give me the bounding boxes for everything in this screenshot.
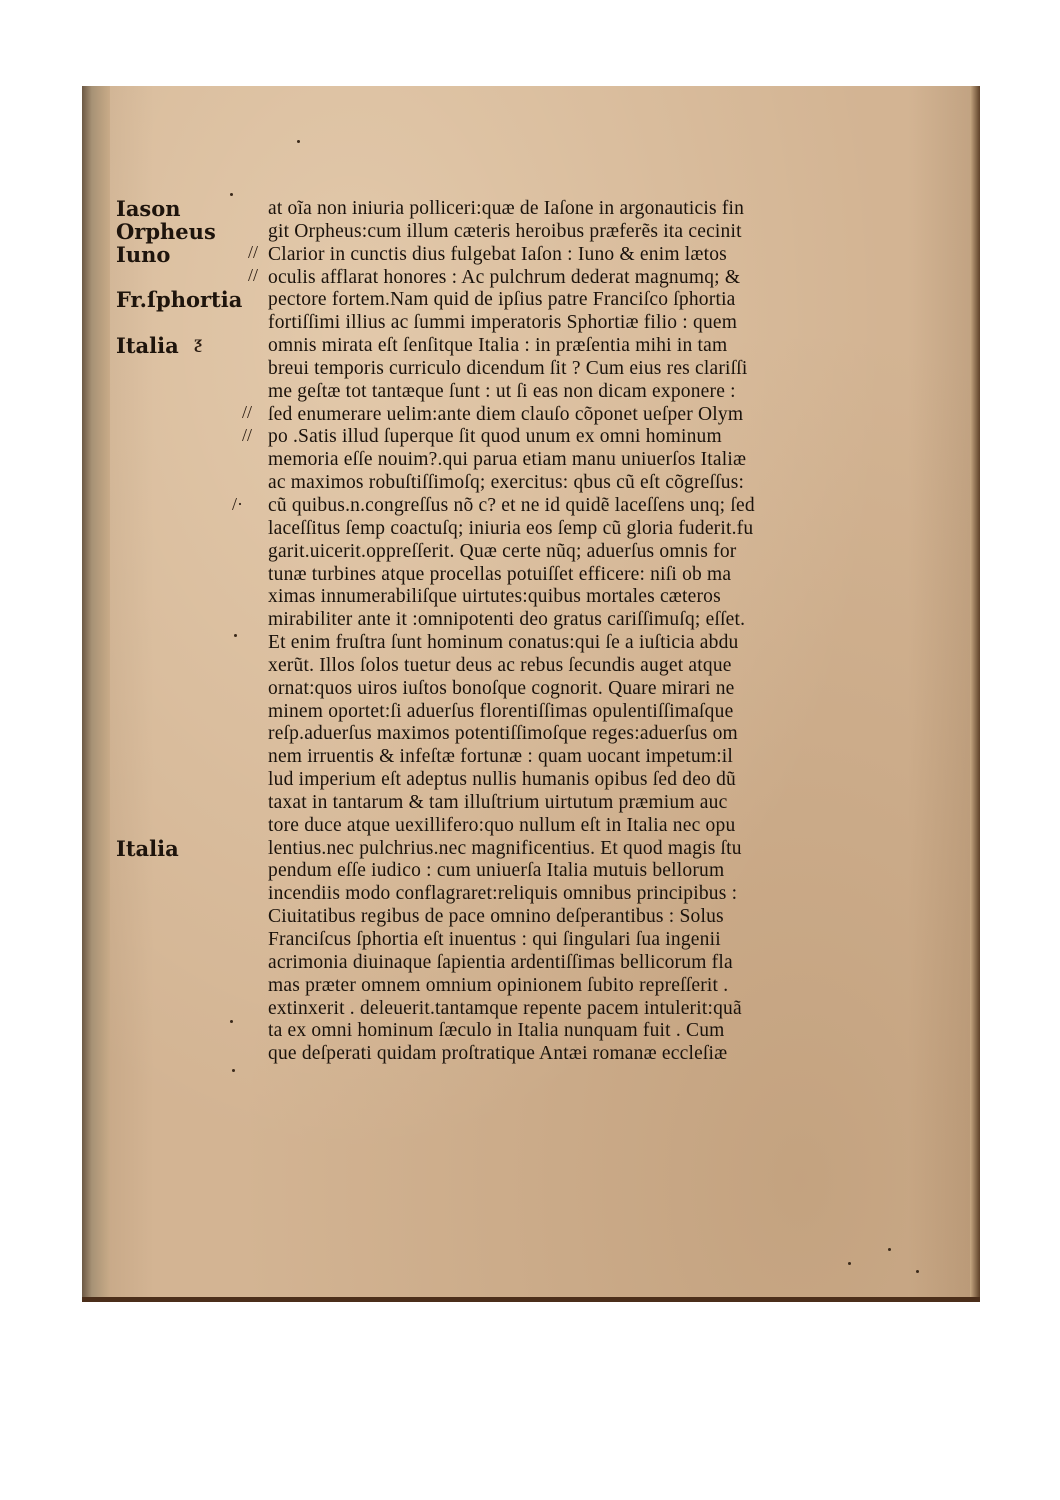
text-line: taxat in tantarum & tam illuſtrium uirtutum præmium auc [268, 791, 728, 813]
text-line: omnis mirata eſt ſenſitque Italia : in præſentia mihi in tam [268, 335, 728, 357]
text-line: po .Satis illud ſuperque ſit quod unum ex omni hominum [268, 426, 722, 448]
text-line: breui temporis curriculo dicendum ſit ? Cum eius res clariſſi [268, 357, 748, 379]
margin-note: Orpheus [116, 218, 216, 244]
annotation-mark: // [242, 402, 253, 422]
text-line: nem irruentis & infeſtæ fortunæ : quam uocant impetum:il [268, 746, 734, 768]
ink-speck [848, 1262, 851, 1265]
text-line: xerũt. Illos ſolos tuetur deus ac rebus ſecundis auget atque [268, 654, 732, 676]
margin-note: Iason [116, 196, 181, 221]
margin-note: Italia [116, 333, 179, 359]
text-line: ornat:quos uiros iuſtos bonoſque cognorit. Quare mirari ne [268, 677, 735, 699]
text-line: tunæ turbines atque procellas potuiſſet efficere: niſi ob ma [268, 563, 732, 585]
ink-speck [297, 140, 300, 143]
text-line: lentius.nec pulchrius.nec magnificentius. Et quod magis ſtu [268, 837, 742, 859]
text-line: reſp.aduerſus maximos potentiſſimoſque reges:aduerſus om [268, 723, 738, 745]
text-line: ac maximos robuſtiſſimoſq; exercitus: qbus cũ eſt cõgreſſus: [268, 472, 745, 494]
ink-speck [234, 634, 237, 637]
text-line: cũ quibus.n.congreſſus nõ c? et ne id quidẽ laceſſens unq; ſed [268, 494, 755, 516]
text-line: fortiſſimi illius ac ſummi imperatoris Sphortiæ filio : quem [268, 312, 738, 334]
annotation-mark: // [248, 265, 259, 285]
text-line: mirabiliter ante it :omnipotenti deo gratus cariſſimuſq; eſſet. [268, 609, 746, 631]
text-line: git Orpheus:cum illum cæteris heroibus præferẽs ita cecinit [268, 220, 742, 242]
text-line: mas præter omnem omnium opinionem ſubito repreſſerit . [268, 974, 729, 996]
annotation-mark: // [248, 242, 259, 262]
text-line: ximas innumerabiliſque uirtutes:quibus mortales cæteros [268, 586, 721, 608]
binding-gutter [82, 86, 110, 1302]
text-line: minem oportet:ſi aduerſus florentiſſimas opulentiſſimaſque [268, 700, 734, 722]
ink-speck [230, 1020, 233, 1023]
page-edge [970, 86, 980, 1302]
text-line: extinxerit . deleuerit.tantamque repente pacem intulerit:quã [268, 997, 742, 1019]
scanned-page [82, 86, 980, 1302]
annotation-mark: /· [232, 494, 243, 514]
page-bottom-edge [82, 1297, 980, 1302]
text-line: pendum eſſe iudico : cum uniuerſa Italia mutuis bellorum [268, 860, 725, 882]
annotation-mark: // [242, 425, 253, 445]
text-line: laceſſitus ſemp coactuſq; iniuria eos ſemp cũ gloria fuderit.fu [268, 517, 754, 539]
text-line: Ciuitatibus regibus de pace omnino deſperantibus : Solus [268, 906, 724, 928]
margin-note: Italia [116, 835, 179, 861]
main-text-block [268, 198, 878, 1066]
text-line: oculis afflarat honores : Ac pulchrum dederat magnumq; & [268, 266, 741, 288]
text-line: pectore fortem.Nam quid de ipſius patre Franciſco ſphortia [268, 289, 736, 311]
text-line: lud imperium eſt adeptus nullis humanis opibus ſed deo dũ [268, 769, 736, 791]
text-line: que deſperati quidam proſtratique Antæi romanæ eccleſiæ [268, 1043, 728, 1065]
text-line: tore duce atque uexillifero:quo nullum eſt in Italia nec opu [268, 814, 736, 836]
ink-speck [916, 1270, 919, 1273]
text-line: ſed enumerare uelim:ante diem clauſo cõponet ueſper Olym [268, 403, 744, 425]
text-line: Clarior in cunctis dius fulgebat Iaſon : Iuno & enim lætos [268, 243, 727, 265]
annotation-mark: ƺ [194, 332, 203, 352]
ink-speck [888, 1248, 891, 1251]
text-line: incendiis modo conflagraret:reliquis omnibus principibus : [268, 883, 738, 905]
text-line: me geſtæ tot tantæque ſunt : ut ſi eas non dicam exponere : [268, 380, 736, 402]
text-line: Franciſcus ſphortia eſt inuentus : qui ſingulari ſua ingenii [268, 929, 721, 950]
text-line: ta ex omni hominum ſæculo in Italia nunquam fuit . Cum [268, 1020, 725, 1042]
text-line: memoria eſſe nouim?.qui parua etiam manu uniuerſos Italiæ [268, 449, 747, 471]
margin-note: Iuno [116, 241, 171, 267]
text-line: acrimonia diuinaque ſapientia ardentiſſimas bellicorum fla [268, 951, 733, 973]
text-line: at oĩa non iniuria polliceri:quæ de Iaſone in argonauticis fin [268, 198, 745, 219]
ink-speck [230, 193, 233, 196]
text-line: garit.uicerit.oppreſſerit. Quæ certe nũq; aduerſus omnis for [268, 540, 737, 562]
ink-speck [232, 1069, 235, 1072]
margin-note: Fr.ſphortia [116, 287, 243, 313]
text-line: Et enim fruſtra ſunt hominum conatus:qui ſe a iuſticia abdu [268, 632, 739, 654]
